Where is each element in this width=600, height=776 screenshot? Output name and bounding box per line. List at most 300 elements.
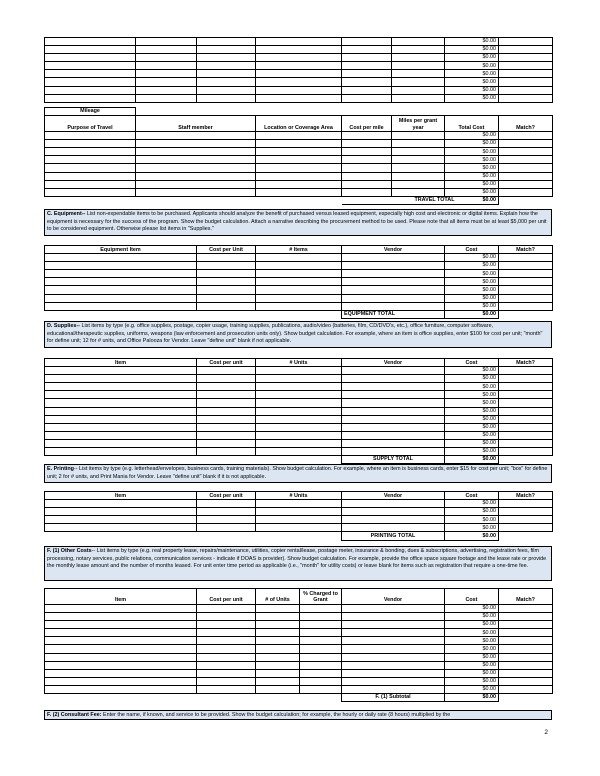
input-cell[interactable] <box>45 508 197 516</box>
input-cell[interactable] <box>197 613 256 621</box>
input-cell[interactable] <box>392 156 445 164</box>
input-cell[interactable] <box>499 262 553 270</box>
input-cell[interactable] <box>197 94 256 102</box>
input-cell[interactable] <box>342 605 445 613</box>
input-cell[interactable] <box>499 661 553 669</box>
table-row <box>45 278 553 286</box>
input-cell[interactable] <box>392 172 445 180</box>
input-cell[interactable] <box>342 621 445 629</box>
input-cell[interactable] <box>499 180 553 188</box>
input-cell[interactable] <box>45 302 197 310</box>
input-cell[interactable] <box>499 645 553 653</box>
input-cell[interactable] <box>499 302 553 310</box>
input-cell[interactable] <box>499 508 553 516</box>
input-cell[interactable] <box>45 180 136 188</box>
input-cell[interactable] <box>392 188 445 196</box>
input-cell[interactable] <box>45 46 136 54</box>
input-cell[interactable] <box>499 140 553 148</box>
input-cell[interactable] <box>197 78 256 86</box>
input-cell[interactable] <box>342 439 445 447</box>
input-cell[interactable] <box>256 70 342 78</box>
input-cell[interactable] <box>300 621 342 629</box>
input-cell[interactable] <box>342 94 392 102</box>
input-cell[interactable] <box>342 448 445 456</box>
input-cell[interactable] <box>342 629 445 637</box>
input-cell[interactable] <box>197 399 256 407</box>
input-cell[interactable] <box>499 70 553 78</box>
cost-cell: $0.00 <box>445 500 499 508</box>
input-cell[interactable] <box>45 38 136 46</box>
input-cell[interactable] <box>256 391 342 399</box>
table-row <box>45 500 553 508</box>
input-cell[interactable] <box>256 431 342 439</box>
input-cell[interactable] <box>342 148 392 156</box>
input-cell[interactable] <box>197 621 256 629</box>
input-cell[interactable] <box>499 516 553 524</box>
input-cell[interactable] <box>197 669 256 677</box>
input-cell[interactable] <box>342 278 445 286</box>
input-cell[interactable] <box>197 270 256 278</box>
input-cell[interactable] <box>45 645 197 653</box>
input-cell[interactable] <box>342 399 445 407</box>
input-cell[interactable] <box>392 62 445 70</box>
input-cell[interactable] <box>256 262 342 270</box>
input-cell[interactable] <box>45 629 197 637</box>
input-cell[interactable] <box>197 653 256 661</box>
input-cell[interactable] <box>197 262 256 270</box>
input-cell[interactable] <box>256 448 342 456</box>
input-cell[interactable] <box>197 645 256 653</box>
input-cell[interactable] <box>499 367 553 375</box>
input-cell[interactable] <box>256 685 300 693</box>
input-cell[interactable] <box>45 164 136 172</box>
input-cell[interactable] <box>499 629 553 637</box>
input-cell[interactable] <box>197 278 256 286</box>
input-cell[interactable] <box>256 278 342 286</box>
input-cell[interactable] <box>197 38 256 46</box>
input-cell[interactable] <box>342 38 392 46</box>
input-cell[interactable] <box>342 70 392 78</box>
input-cell[interactable] <box>256 367 342 375</box>
input-cell[interactable] <box>197 448 256 456</box>
input-cell[interactable] <box>197 62 256 70</box>
input-cell[interactable] <box>256 62 342 70</box>
input-cell[interactable] <box>45 661 197 669</box>
input-cell[interactable] <box>256 286 342 294</box>
input-cell[interactable] <box>45 188 136 196</box>
input-cell[interactable] <box>300 605 342 613</box>
input-cell[interactable] <box>342 391 445 399</box>
input-cell[interactable] <box>392 38 445 46</box>
input-cell[interactable] <box>256 148 342 156</box>
input-cell[interactable] <box>499 431 553 439</box>
input-cell[interactable] <box>256 46 342 54</box>
input-cell[interactable] <box>499 439 553 447</box>
input-cell[interactable] <box>136 54 197 62</box>
input-cell[interactable] <box>256 669 300 677</box>
input-cell[interactable] <box>197 516 256 524</box>
input-cell[interactable] <box>197 54 256 62</box>
input-cell[interactable] <box>197 629 256 637</box>
input-cell[interactable] <box>342 132 392 140</box>
input-cell[interactable] <box>392 180 445 188</box>
input-cell[interactable] <box>342 407 445 415</box>
input-cell[interactable] <box>197 294 256 302</box>
input-cell[interactable] <box>342 270 445 278</box>
input-cell[interactable] <box>256 294 342 302</box>
input-cell[interactable] <box>197 500 256 508</box>
input-cell[interactable] <box>499 278 553 286</box>
input-cell[interactable] <box>197 286 256 294</box>
input-cell[interactable] <box>197 677 256 685</box>
input-cell[interactable] <box>499 78 553 86</box>
input-cell[interactable] <box>256 508 342 516</box>
input-cell[interactable] <box>256 86 342 94</box>
input-cell[interactable] <box>256 677 300 685</box>
input-cell[interactable] <box>197 383 256 391</box>
input-cell[interactable] <box>197 302 256 310</box>
input-cell[interactable] <box>197 70 256 78</box>
input-cell[interactable] <box>45 653 197 661</box>
consultant-fee-title: F. (2) Consultant Fee: <box>47 712 102 718</box>
input-cell[interactable] <box>342 383 445 391</box>
input-cell[interactable] <box>300 669 342 677</box>
input-cell[interactable] <box>342 262 445 270</box>
input-cell[interactable] <box>256 54 342 62</box>
input-cell[interactable] <box>499 669 553 677</box>
input-cell[interactable] <box>499 270 553 278</box>
input-cell[interactable] <box>45 70 136 78</box>
input-cell[interactable] <box>300 637 342 645</box>
input-cell[interactable] <box>256 613 300 621</box>
input-cell[interactable] <box>342 516 445 524</box>
input-cell[interactable] <box>342 302 445 310</box>
input-cell[interactable] <box>136 78 197 86</box>
input-cell[interactable] <box>392 78 445 86</box>
input-cell[interactable] <box>499 294 553 302</box>
input-cell[interactable] <box>499 391 553 399</box>
input-cell[interactable] <box>342 62 392 70</box>
input-cell[interactable] <box>197 415 256 423</box>
input-cell[interactable] <box>300 613 342 621</box>
input-cell[interactable] <box>499 46 553 54</box>
input-cell[interactable] <box>45 294 197 302</box>
input-cell[interactable] <box>197 661 256 669</box>
input-cell[interactable] <box>499 613 553 621</box>
input-cell[interactable] <box>499 423 553 431</box>
input-cell[interactable] <box>45 399 197 407</box>
cost-cell: $0.00 <box>445 375 499 383</box>
input-cell[interactable] <box>45 516 197 524</box>
input-cell[interactable] <box>45 423 197 431</box>
input-cell[interactable] <box>256 156 342 164</box>
input-cell[interactable] <box>197 508 256 516</box>
input-cell[interactable] <box>256 661 300 669</box>
input-cell[interactable] <box>45 86 136 94</box>
input-cell[interactable] <box>342 500 445 508</box>
col-match: Match? <box>499 246 553 254</box>
input-cell[interactable] <box>45 132 136 140</box>
input-cell[interactable] <box>197 637 256 645</box>
input-cell[interactable] <box>499 164 553 172</box>
input-cell[interactable] <box>45 270 197 278</box>
input-cell[interactable] <box>45 391 197 399</box>
input-cell[interactable] <box>256 524 342 532</box>
input-cell[interactable] <box>136 164 256 172</box>
input-cell[interactable] <box>45 613 197 621</box>
travel-total-row <box>342 196 499 204</box>
input-cell[interactable] <box>256 516 342 524</box>
input-cell[interactable] <box>256 383 342 391</box>
input-cell[interactable] <box>256 637 300 645</box>
input-cell[interactable] <box>136 62 197 70</box>
input-cell[interactable] <box>342 661 445 669</box>
table-row <box>45 605 553 613</box>
input-cell[interactable] <box>256 500 342 508</box>
input-cell[interactable] <box>499 621 553 629</box>
input-cell[interactable] <box>342 415 445 423</box>
table-row <box>45 645 553 653</box>
input-cell[interactable] <box>392 54 445 62</box>
input-cell[interactable] <box>499 500 553 508</box>
input-cell[interactable] <box>136 140 256 148</box>
input-cell[interactable] <box>136 156 256 164</box>
input-cell[interactable] <box>45 54 136 62</box>
input-cell[interactable] <box>499 132 553 140</box>
input-cell[interactable] <box>342 294 445 302</box>
input-cell[interactable] <box>197 605 256 613</box>
input-cell[interactable] <box>499 399 553 407</box>
input-cell[interactable] <box>136 188 256 196</box>
input-cell[interactable] <box>499 156 553 164</box>
input-cell[interactable] <box>256 188 342 196</box>
input-cell[interactable] <box>136 46 197 54</box>
input-cell[interactable] <box>342 645 445 653</box>
input-cell[interactable] <box>45 62 136 70</box>
input-cell[interactable] <box>300 661 342 669</box>
input-cell[interactable] <box>342 180 392 188</box>
input-cell[interactable] <box>342 46 392 54</box>
input-cell[interactable] <box>342 367 445 375</box>
table-row <box>45 132 553 140</box>
input-cell[interactable] <box>342 188 392 196</box>
input-cell[interactable] <box>342 286 445 294</box>
input-cell[interactable] <box>342 86 392 94</box>
input-cell[interactable] <box>499 605 553 613</box>
input-cell[interactable] <box>197 254 256 262</box>
input-cell[interactable] <box>45 677 197 685</box>
input-cell[interactable] <box>45 94 136 102</box>
input-cell[interactable] <box>499 94 553 102</box>
input-cell[interactable] <box>45 407 197 415</box>
input-cell[interactable] <box>256 132 342 140</box>
input-cell[interactable] <box>45 278 197 286</box>
input-cell[interactable] <box>136 70 197 78</box>
input-cell[interactable] <box>342 423 445 431</box>
input-cell[interactable] <box>499 172 553 180</box>
input-cell[interactable] <box>256 629 300 637</box>
input-cell[interactable] <box>342 669 445 677</box>
input-cell[interactable] <box>256 439 342 447</box>
input-cell[interactable] <box>342 653 445 661</box>
input-cell[interactable] <box>392 132 445 140</box>
input-cell[interactable] <box>256 375 342 383</box>
input-cell[interactable] <box>499 415 553 423</box>
table-row <box>45 439 553 447</box>
input-cell[interactable] <box>256 140 342 148</box>
input-cell[interactable] <box>499 254 553 262</box>
input-cell[interactable] <box>499 407 553 415</box>
input-cell[interactable] <box>45 367 197 375</box>
input-cell[interactable] <box>392 70 445 78</box>
input-cell[interactable] <box>256 407 342 415</box>
input-cell[interactable] <box>197 391 256 399</box>
input-cell[interactable] <box>256 605 300 613</box>
input-cell[interactable] <box>342 637 445 645</box>
input-cell[interactable] <box>197 46 256 54</box>
input-cell[interactable] <box>256 270 342 278</box>
input-cell[interactable] <box>197 86 256 94</box>
input-cell[interactable] <box>342 78 392 86</box>
input-cell[interactable] <box>256 94 342 102</box>
input-cell[interactable] <box>45 500 197 508</box>
input-cell[interactable] <box>45 621 197 629</box>
input-cell[interactable] <box>392 94 445 102</box>
input-cell[interactable] <box>499 383 553 391</box>
input-cell[interactable] <box>342 508 445 516</box>
input-cell[interactable] <box>499 637 553 645</box>
col-item: Item <box>45 492 197 500</box>
input-cell[interactable] <box>256 399 342 407</box>
input-cell[interactable] <box>256 254 342 262</box>
input-cell[interactable] <box>45 140 136 148</box>
input-cell[interactable] <box>197 367 256 375</box>
input-cell[interactable] <box>45 431 197 439</box>
input-cell[interactable] <box>342 375 445 383</box>
input-cell[interactable] <box>45 262 197 270</box>
input-cell[interactable] <box>342 54 392 62</box>
input-cell[interactable] <box>256 180 342 188</box>
input-cell[interactable] <box>342 524 445 532</box>
cost-cell: $0.00 <box>445 605 499 613</box>
input-cell[interactable] <box>499 54 553 62</box>
input-cell[interactable] <box>300 685 342 693</box>
input-cell[interactable] <box>256 645 300 653</box>
input-cell[interactable] <box>45 383 197 391</box>
input-cell[interactable] <box>256 415 342 423</box>
input-cell[interactable] <box>136 94 197 102</box>
input-cell[interactable] <box>499 375 553 383</box>
input-cell[interactable] <box>342 685 445 693</box>
input-cell[interactable] <box>197 407 256 415</box>
input-cell[interactable] <box>197 375 256 383</box>
input-cell[interactable] <box>45 439 197 447</box>
table-row <box>45 508 553 516</box>
input-cell[interactable] <box>45 605 197 613</box>
input-cell[interactable] <box>45 172 136 180</box>
input-cell[interactable] <box>342 254 445 262</box>
input-cell[interactable] <box>392 86 445 94</box>
input-cell[interactable] <box>499 524 553 532</box>
input-cell[interactable] <box>45 685 197 693</box>
input-cell[interactable] <box>256 621 300 629</box>
input-cell[interactable] <box>499 653 553 661</box>
equipment-title: C. Equipment-- <box>47 211 86 217</box>
input-cell[interactable] <box>392 164 445 172</box>
input-cell[interactable] <box>256 653 300 661</box>
input-cell[interactable] <box>45 637 197 645</box>
input-cell[interactable] <box>45 375 197 383</box>
input-cell[interactable] <box>45 254 197 262</box>
input-cell[interactable] <box>136 132 256 140</box>
input-cell[interactable] <box>499 685 553 693</box>
input-cell[interactable] <box>342 164 392 172</box>
input-cell[interactable] <box>342 140 392 148</box>
cost-cell: $0.00 <box>445 46 499 54</box>
input-cell[interactable] <box>136 180 256 188</box>
input-cell[interactable] <box>136 86 197 94</box>
input-cell[interactable] <box>136 38 197 46</box>
table-row <box>45 524 553 532</box>
input-cell[interactable] <box>499 148 553 156</box>
input-cell[interactable] <box>197 431 256 439</box>
cost-cell: $0.00 <box>445 439 499 447</box>
input-cell[interactable] <box>342 156 392 164</box>
input-cell[interactable] <box>45 148 136 156</box>
input-cell[interactable] <box>45 448 197 456</box>
input-cell[interactable] <box>300 677 342 685</box>
input-cell[interactable] <box>136 148 256 156</box>
input-cell[interactable] <box>342 613 445 621</box>
input-cell[interactable] <box>342 172 392 180</box>
input-cell[interactable] <box>300 629 342 637</box>
input-cell[interactable] <box>499 62 553 70</box>
input-cell[interactable] <box>197 524 256 532</box>
input-cell[interactable] <box>45 524 197 532</box>
input-cell[interactable] <box>256 164 342 172</box>
input-cell[interactable] <box>392 140 445 148</box>
input-cell[interactable] <box>499 677 553 685</box>
input-cell[interactable] <box>45 156 136 164</box>
input-cell[interactable] <box>392 46 445 54</box>
input-cell[interactable] <box>197 439 256 447</box>
input-cell[interactable] <box>499 448 553 456</box>
cost-cell: $0.00 <box>445 685 499 693</box>
input-cell[interactable] <box>300 653 342 661</box>
input-cell[interactable] <box>45 415 197 423</box>
input-cell[interactable] <box>256 38 342 46</box>
input-cell[interactable] <box>197 423 256 431</box>
input-cell[interactable] <box>136 172 256 180</box>
input-cell[interactable] <box>392 148 445 156</box>
input-cell[interactable] <box>499 38 553 46</box>
input-cell[interactable] <box>342 677 445 685</box>
input-cell[interactable] <box>45 286 197 294</box>
input-cell[interactable] <box>256 302 342 310</box>
printing-instructions: -- List items by type (e.g. letterhead/envelopes, business cards, training materials). Show budget calculation. For example, where an item is business cards, enter $15 for cost per unit; "box" for define unit; 2 for # units, and Print Mania for Vendor. Leave "define unit" blank if it is not applicable. <box>47 466 548 480</box>
input-cell[interactable] <box>342 431 445 439</box>
input-cell[interactable] <box>499 286 553 294</box>
input-cell[interactable] <box>499 188 553 196</box>
input-cell[interactable] <box>197 685 256 693</box>
input-cell[interactable] <box>300 645 342 653</box>
input-cell[interactable] <box>499 86 553 94</box>
input-cell[interactable] <box>45 669 197 677</box>
input-cell[interactable] <box>256 78 342 86</box>
input-cell[interactable] <box>256 423 342 431</box>
input-cell[interactable] <box>256 172 342 180</box>
input-cell[interactable] <box>45 78 136 86</box>
